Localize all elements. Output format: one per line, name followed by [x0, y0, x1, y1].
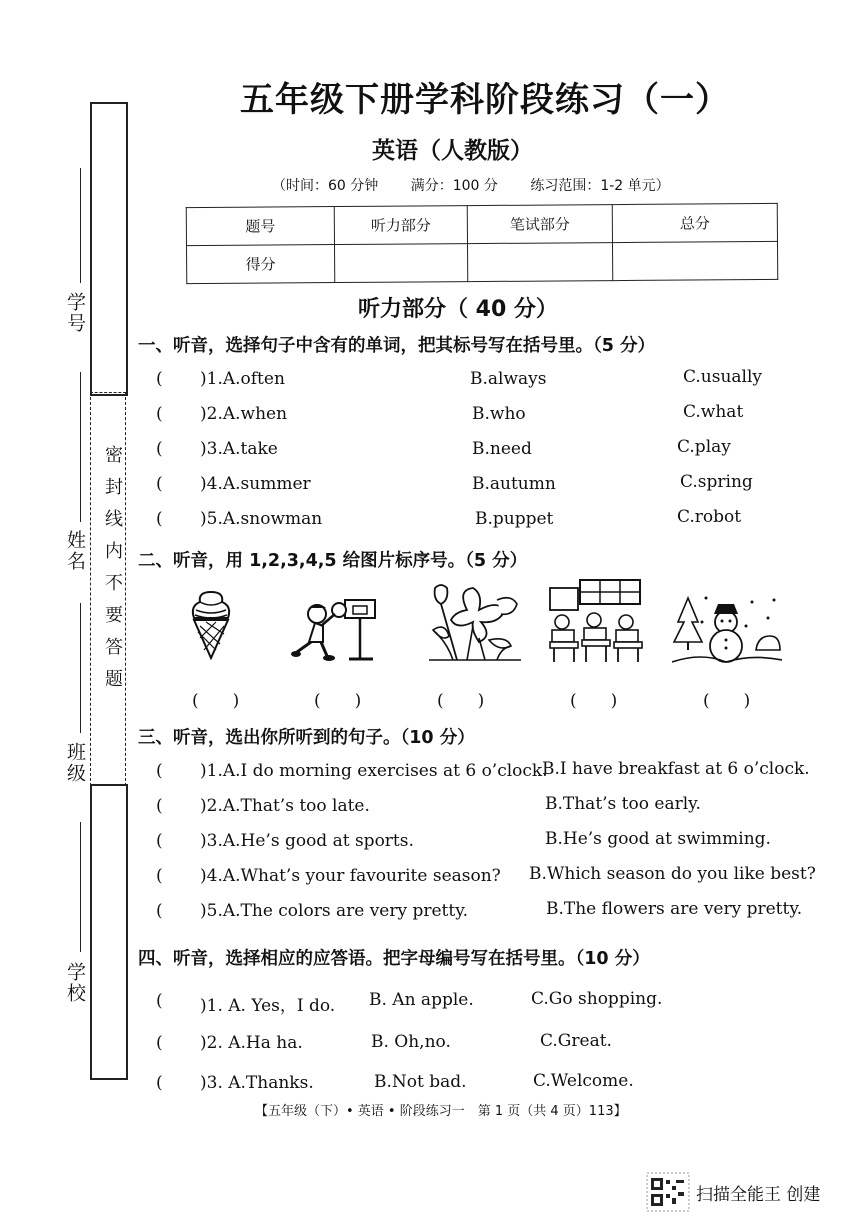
s1-q1-a: )1.A.often	[200, 369, 285, 389]
s3-q1-a: )1.A.I do morning exercises at 6 o’clock.	[200, 761, 548, 781]
margin-box-top	[90, 102, 128, 396]
s1-q4-c: C.spring	[680, 472, 753, 492]
score-cell: 题号	[186, 207, 334, 246]
school-line	[80, 822, 81, 952]
section3-title: 三、听音，选出你所听到的句子。（10 分）	[138, 728, 475, 748]
s4-q2-a: )2. A.Ha ha.	[200, 1033, 303, 1053]
s4-q2-b: B. Oh,no.	[371, 1032, 451, 1052]
answer-blank[interactable]: (	[156, 796, 163, 816]
answer-blank[interactable]: (	[156, 1073, 163, 1093]
answer-blank[interactable]: (	[156, 369, 163, 389]
s1-q3-c: C.play	[677, 437, 731, 457]
s4-q3-a: )3. A.Thanks.	[200, 1073, 314, 1093]
s1-q2-c: C.what	[683, 402, 744, 422]
answer-blank[interactable]: (	[156, 1033, 163, 1053]
section1-title: 一、听音，选择句子中含有的单词，把其标号写在括号里。（5 分）	[138, 336, 656, 356]
score-input-total[interactable]	[612, 241, 777, 280]
exam-meta	[272, 175, 698, 195]
class-line	[80, 603, 81, 733]
s1-q3-a: )3.A.take	[200, 439, 278, 459]
name-label: 姓名	[64, 530, 86, 572]
s4-q3-b: B.Not bad.	[374, 1072, 467, 1092]
s4-q3-c: C.Welcome.	[533, 1071, 634, 1091]
s3-q5-b: B.The flowers are very pretty.	[546, 899, 803, 919]
s3-q5-a: )5.A.The colors are very pretty.	[200, 901, 468, 921]
score-input-listening[interactable]	[335, 244, 468, 283]
score-cell: 总分	[612, 203, 777, 242]
answer-blank[interactable]: (	[156, 901, 163, 921]
answer-blank[interactable]: (	[156, 474, 163, 494]
scanner-text: 扫描全能王 创建	[696, 1185, 821, 1205]
section4-title: 四、听音，选择相应的应答语。把字母编号写在括号里。（10 分）	[138, 949, 650, 969]
s1-q5-b: B.puppet	[475, 509, 554, 529]
page-title: 五年级下册学科阶段练习（一）	[240, 80, 730, 120]
s1-q5-c: C.robot	[677, 507, 742, 527]
page-footer: 【五年级（下）• 英语 • 阶段练习一 第 1 页（共 4 页）113】	[255, 1104, 627, 1119]
score-input-writing[interactable]	[468, 243, 613, 282]
exam-range: 练习范围：1-2 单元）	[530, 178, 670, 194]
s3-q3-b: B.He’s good at swimming.	[545, 829, 771, 849]
s4-q1-b: B. An apple.	[369, 990, 474, 1010]
s1-q5-a: )5.A.snowman	[200, 509, 323, 529]
student-id-line	[80, 168, 81, 283]
s1-q2-b: B.who	[472, 404, 526, 424]
s1-q1-b: B.always	[470, 369, 547, 389]
s1-q1-c: C.usually	[683, 367, 763, 387]
picture-blank-1[interactable]: ( )	[192, 691, 240, 711]
ice-cream-picture	[186, 588, 236, 660]
s1-q3-b: B.need	[472, 439, 532, 459]
score-table-score-row	[187, 241, 778, 283]
answer-blank[interactable]: (	[156, 991, 163, 1011]
answer-blank[interactable]: (	[156, 761, 163, 781]
s4-q1-c: C.Go shopping.	[531, 989, 663, 1009]
answer-blank[interactable]: (	[156, 509, 163, 529]
score-cell: 听力部分	[334, 206, 467, 245]
qr-code-icon	[646, 1172, 690, 1212]
answer-blank[interactable]: (	[156, 404, 163, 424]
s1-q2-a: )2.A.when	[200, 404, 288, 424]
answer-blank[interactable]: (	[156, 439, 163, 459]
exam-full-score: 满分：100 分	[410, 178, 498, 194]
student-id-label: 学号	[64, 292, 86, 334]
name-line	[80, 372, 81, 522]
score-cell: 笔试部分	[467, 205, 612, 244]
snowman-picture	[672, 592, 782, 666]
picture-blank-5[interactable]: ( )	[703, 691, 751, 711]
answer-blank[interactable]: (	[156, 831, 163, 851]
part-title: 听力部分（ 40 分）	[358, 297, 558, 322]
picture-blank-2[interactable]: ( )	[314, 691, 362, 711]
seal-warning: 密封线内不要答题	[102, 445, 123, 701]
s3-q2-a: )2.A.That’s too late.	[200, 796, 370, 816]
exam-time: （时间：60 分钟	[272, 178, 379, 194]
picture-blank-3[interactable]: ( )	[437, 691, 485, 711]
s1-q4-b: B.autumn	[472, 474, 556, 494]
section2-title: 二、听音，用 1,2,3,4,5 给图片标序号。（5 分）	[138, 551, 528, 571]
score-table-header-row	[186, 203, 777, 245]
margin-box-bottom	[90, 784, 128, 1080]
s3-q1-b: B.I have breakfast at 6 o’clock.	[542, 759, 810, 779]
s3-q3-a: )3.A.He’s good at sports.	[200, 831, 414, 851]
s4-q2-c: C.Great.	[540, 1031, 612, 1051]
page-subtitle: 英语（人教版）	[372, 138, 533, 164]
s3-q4-a: )4.A.What’s your favourite season?	[200, 866, 501, 886]
score-table	[186, 203, 779, 284]
scanner-watermark	[646, 1170, 856, 1214]
s3-q2-b: B.That’s too early.	[545, 794, 701, 814]
score-cell: 得分	[187, 245, 335, 284]
s4-q1-a: )1. A. Yes，I do.	[200, 996, 336, 1016]
classroom-picture	[548, 578, 646, 664]
s1-q4-a: )4.A.summer	[200, 474, 311, 494]
s3-q4-b: B.Which season do you like best?	[529, 864, 816, 884]
class-label: 班级	[64, 742, 86, 784]
answer-blank[interactable]: (	[156, 866, 163, 886]
flowers-picture	[427, 580, 523, 662]
picture-blank-4[interactable]: ( )	[570, 691, 618, 711]
school-label: 学校	[64, 962, 86, 1004]
basketball-boy-picture	[289, 596, 381, 664]
